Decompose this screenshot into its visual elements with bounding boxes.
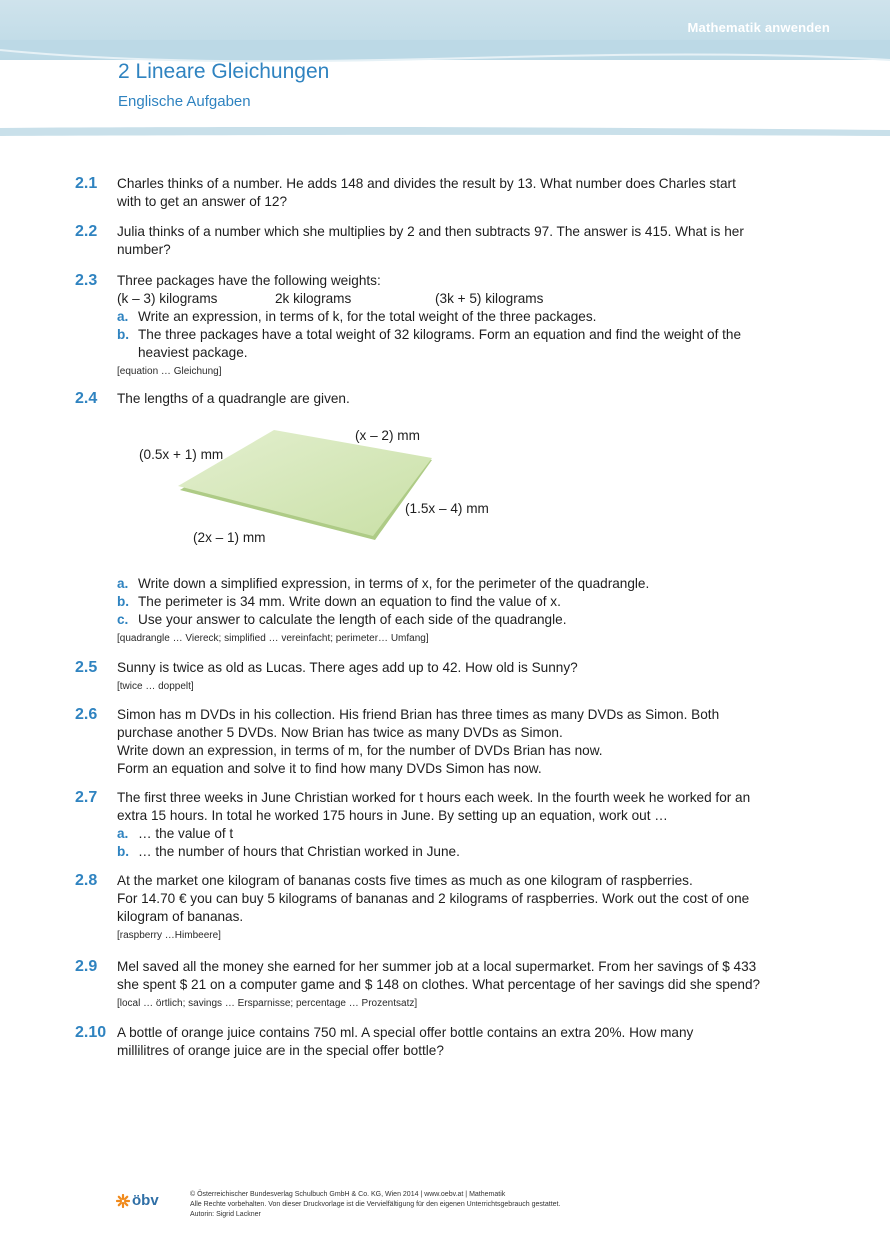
side-label-left: (0.5x + 1) mm <box>139 447 224 462</box>
task-text: Form an equation and solve it to find how many DVDs Simon has now. <box>117 761 542 776</box>
task-number: 2.9 <box>75 958 98 975</box>
footer-line: Autorin: Sigrid Lackner <box>190 1211 261 1218</box>
task-text: kilogram of bananas. <box>117 909 244 924</box>
subtask-b <box>117 326 797 362</box>
weight-3: (3k + 5) kilograms <box>435 291 544 306</box>
side-label-right: (1.5x – 4) mm <box>405 501 489 516</box>
publisher-logo <box>116 1192 159 1209</box>
subtask-label: b. <box>117 594 130 609</box>
subtask-label: a. <box>117 309 129 324</box>
side-label-bottom: (2x – 1) mm <box>193 530 266 545</box>
header-band-label: Mathematik anwenden <box>687 20 830 35</box>
weight-2: 2k kilograms <box>275 291 352 306</box>
subtask-label: a. <box>117 826 129 841</box>
task-text: with to get an answer of 12? <box>117 194 288 209</box>
vocab-note: [equation … Gleichung] <box>117 366 222 377</box>
task-number: 2.8 <box>75 872 98 889</box>
weight-1: (k – 3) kilograms <box>117 291 218 306</box>
task-text: Mel saved all the money she earned for her summer job at a local supermarket. From her savings of $ 433 <box>117 959 757 974</box>
task-text: For 14.70 € you can buy 5 kilograms of bananas and 2 kilograms of raspberries. Work out the cost of one <box>117 891 750 906</box>
subtask-label: c. <box>117 612 129 627</box>
vocab-note: [raspberry …Himbeere] <box>117 930 221 941</box>
subtask-text: heaviest package. <box>138 345 248 360</box>
subtask-label: a. <box>117 576 129 591</box>
subtask-label: b. <box>117 844 130 859</box>
task-text: Three packages have the following weights: <box>117 273 381 288</box>
subtask-a <box>117 575 797 593</box>
quadrangle-shape <box>130 420 510 560</box>
subtask-text: Write an expression, in terms of k, for the total weight of the three packages. <box>138 309 597 324</box>
subtask-label: b. <box>117 327 130 342</box>
task-number: 2.5 <box>75 659 98 676</box>
task-text: Charles thinks of a number. He adds 148 and divides the result by 13. What number does Charles start <box>117 176 736 191</box>
footer-line: Alle Rechte vorbehalten. Von dieser Druckvorlage ist die Vervielfältigung für den eigenen Unterrichtsgebrauch gestattet. <box>190 1201 561 1208</box>
task-number: 2.2 <box>75 223 98 240</box>
subtask-text: The perimeter is 34 mm. Write down an equation to find the value of x. <box>138 594 561 609</box>
footer <box>116 1188 816 1228</box>
task-number: 2.6 <box>75 706 98 723</box>
vocab-note: [twice … doppelt] <box>117 681 194 692</box>
task-text: Julia thinks of a number which she multiplies by 2 and then subtracts 97. The answer is 415. What is her <box>117 224 744 239</box>
quadrangle-diagram <box>130 420 510 560</box>
header-divider <box>0 126 890 138</box>
footer-text <box>190 1190 560 1220</box>
page-subtitle: Englische Aufgaben <box>118 93 251 110</box>
subtask-text: … the value of t <box>138 826 234 841</box>
sun-icon <box>116 1194 130 1208</box>
task-number: 2.4 <box>75 390 98 407</box>
subtask-text: Write down a simplified expression, in terms of x, for the perimeter of the quadrangle. <box>138 576 650 591</box>
task-number: 2.1 <box>75 175 98 192</box>
task-text: purchase another 5 DVDs. Now Brian has twice as many DVDs as Simon. <box>117 725 563 740</box>
task-text: The lengths of a quadrangle are given. <box>117 391 350 406</box>
task-text: Write down an expression, in terms of m, for the number of DVDs Brian has now. <box>117 743 603 758</box>
subtask-b <box>117 843 797 861</box>
page-title: 2 Lineare Gleichungen <box>118 60 330 83</box>
task-text: Simon has m DVDs in his collection. His friend Brian has three times as many DVDs as Simon. Both <box>117 707 720 722</box>
subtask-a <box>117 308 797 326</box>
side-label-top: (x – 2) mm <box>355 428 420 443</box>
task-number: 2.7 <box>75 789 98 806</box>
task-text: number? <box>117 242 171 257</box>
task-text: A bottle of orange juice contains 750 ml. A special offer bottle contains an extra 20%. How many <box>117 1025 694 1040</box>
task-text: extra 15 hours. In total he worked 175 hours in June. By setting up an equation, work out … <box>117 808 668 823</box>
subtask-b <box>117 593 797 611</box>
header-wave <box>0 40 890 62</box>
task-text: The first three weeks in June Christian worked for t hours each week. In the fourth week he worked for an <box>117 790 751 805</box>
task-number: 2.3 <box>75 272 98 289</box>
subtask-text: The three packages have a total weight of 32 kilograms. Form an equation and find the weight of the <box>138 327 742 342</box>
weights-row <box>117 290 797 308</box>
subtask-text: … the number of hours that Christian worked in June. <box>138 844 460 859</box>
vocab-note: [local … örtlich; savings … Ersparnisse; percentage … Prozentsatz] <box>117 998 418 1009</box>
task-text: millilitres of orange juice are in the special offer bottle? <box>117 1043 444 1058</box>
logo-text: öbv <box>132 1192 159 1209</box>
task-text: she spent $ 21 on a computer game and $ 148 on clothes. What percentage of her savings did she spend? <box>117 977 761 992</box>
task-number: 2.10 <box>75 1024 107 1041</box>
task-text: At the market one kilogram of bananas costs five times as much as one kilogram of raspberries. <box>117 873 693 888</box>
subtask-text: Use your answer to calculate the length of each side of the quadrangle. <box>138 612 567 627</box>
subtask-a <box>117 825 797 843</box>
footer-line: © Österreichischer Bundesverlag Schulbuch GmbH & Co. KG, Wien 2014 | www.oebv.at | Mathematik <box>190 1191 506 1198</box>
subtask-c <box>117 611 797 629</box>
vocab-note: [quadrangle … Viereck; simplified … vereinfacht; perimeter… Umfang] <box>117 633 429 644</box>
task-text: Sunny is twice as old as Lucas. There ages add up to 42. How old is Sunny? <box>117 660 578 675</box>
